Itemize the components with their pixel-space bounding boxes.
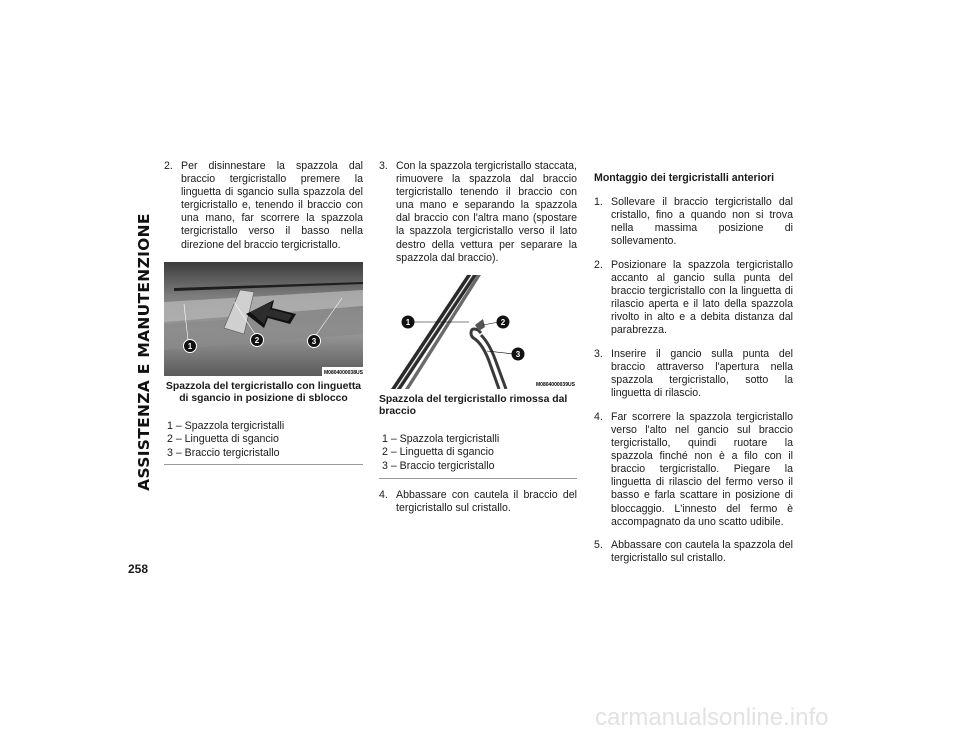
column-1 [164, 160, 363, 465]
figure-wiper-removed [379, 275, 577, 389]
install-step-2-text: Posizionare la spazzola tergicristallo accanto al gancio sulla punta del braccio tergicristallo con la linguetta di rilascio aperta e il lato della spazzola rivolto in alto e a debita distanza dal parabrezza. [611, 258, 793, 337]
figure-caption: Spazzola del tergicristallo rimossa dal braccio [379, 393, 568, 418]
page-number: 258 [128, 562, 149, 576]
install-step-2 [594, 259, 793, 338]
step-2-text: Per disinnestare la spazzola dal braccio tergicristallo premere la linguetta di sgancio sulla spazzola del tergicristallo e, tenendo il braccio con una mano, far scorrere la spazzola tergicristallo verso il basso nella direzione del braccio tergicristallo. [181, 160, 363, 251]
install-step-5 [594, 539, 793, 565]
figure-caption: Spazzola del tergicristallo con linguetta di sgancio in posizione di sblocco [165, 380, 362, 405]
install-step-4-text: Far scorrere la spazzola tergicristallo verso l'alto nel gancio sul braccio tergicristallo, quindi ruotare la spazzola finché non è a filo con il braccio tergicristallo. Piegare la linguetta di rilascio del fermo verso il basso e farla scattare in posizione di bloccaggio. L'innesto del fermo è accompagnato da uno scatto udibile. [611, 410, 793, 528]
figure-code: M0804000039US [536, 381, 575, 388]
install-step-3 [594, 348, 793, 400]
callout-3: 3 [311, 336, 317, 346]
section-side-tab [133, 168, 155, 536]
column-2 [379, 160, 577, 525]
figure-legend [379, 433, 577, 479]
section-title: ASSISTENZA E MANUTENZIONE [135, 213, 153, 491]
install-step-3-number: 3. [594, 348, 603, 361]
figure-legend [164, 420, 363, 466]
legend-item: 3 – Braccio tergicristallo [167, 446, 280, 459]
install-step-4-number: 4. [594, 410, 603, 423]
step-3 [379, 160, 577, 265]
callout-1: 1 [405, 317, 411, 327]
install-step-4 [594, 411, 793, 529]
install-step-1-text: Sollevare il braccio tergicristallo dal cristallo, fino a quando non si trova nella massima posizione di sollevamento. [611, 196, 793, 248]
install-step-2-number: 2. [594, 258, 603, 271]
step-3-text: Con la spazzola tergicristallo staccata, rimuovere la spazzola dal braccio tergicristallo tenendo il braccio con una mano e separando la spazzola dal braccio con l'altra mano (spostare la spazzola tergicristallo verso il lato destro della vettura per separare la spazzola dal braccio). [396, 160, 577, 264]
callout-3: 3 [515, 349, 521, 359]
step-3-number: 3. [379, 160, 388, 172]
callout-2: 2 [500, 317, 506, 327]
figure-code: M0804000038US [324, 369, 363, 376]
install-step-1 [594, 196, 793, 248]
install-step-3-text: Inserire il gancio sulla punta del braccio attraverso l'apertura nella spazzola tergicristallo, sotto la linguetta di rilascio. [611, 348, 793, 400]
install-step-1-number: 1. [594, 196, 603, 209]
section-heading: Montaggio dei tergicristalli anteriori [594, 172, 775, 184]
site-watermark: carmanualsonline.info [595, 704, 829, 731]
install-step-5-number: 5. [594, 539, 603, 552]
step-2 [164, 160, 363, 252]
legend-item: 2 – Linguetta di sgancio [167, 433, 279, 446]
legend-item: 1 – Spazzola tergicristalli [167, 419, 285, 432]
legend-item: 1 – Spazzola tergicristalli [382, 432, 500, 445]
legend-item: 3 – Braccio tergicristallo [382, 459, 495, 472]
callout-2: 2 [254, 335, 260, 345]
legend-item: 2 – Linguetta di sgancio [382, 446, 494, 459]
step-2-number: 2. [164, 160, 173, 172]
step-4-number: 4. [379, 488, 388, 501]
callout-1: 1 [187, 341, 193, 351]
install-step-5-text: Abbassare con cautela la spazzola del tergicristallo sul cristallo. [611, 539, 793, 565]
step-4-text: Abbassare con cautela il braccio del tergicristallo sul cristallo. [396, 488, 577, 514]
figure-wiper-release-tab [164, 262, 363, 376]
step-4 [379, 489, 577, 515]
column-3 [594, 160, 793, 576]
